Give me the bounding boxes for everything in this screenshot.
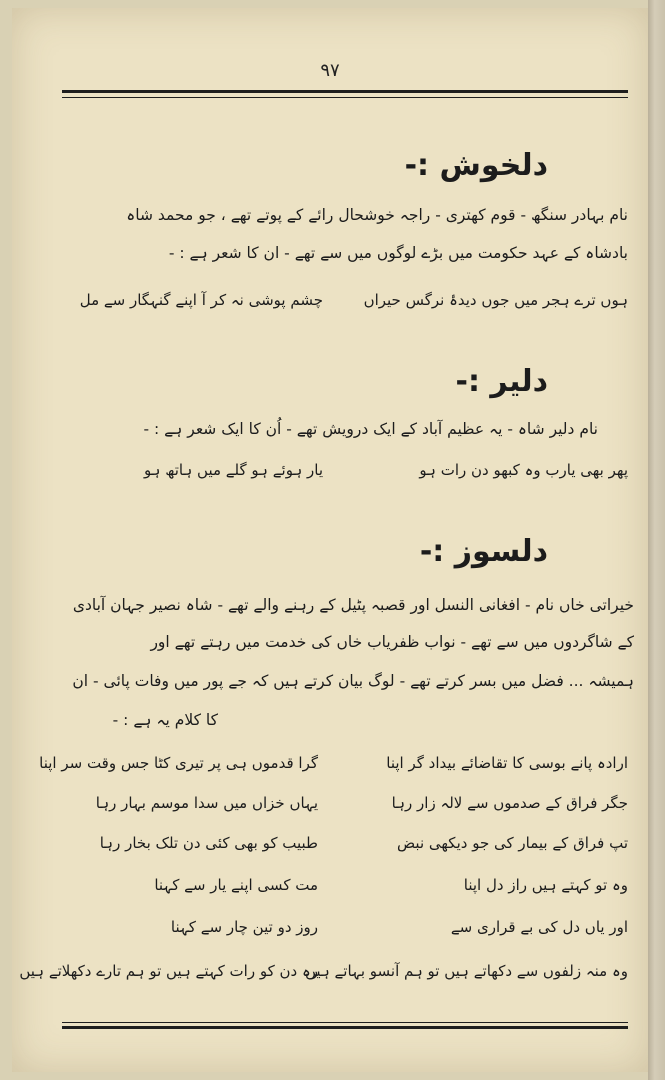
top-rule-thin xyxy=(62,97,628,98)
bottom-rule-thick xyxy=(62,1026,628,1029)
verse-left-hemistich: طبیب کو بھی کئی دن تلک بخار رہا xyxy=(99,834,318,852)
top-rule-thick xyxy=(62,90,628,93)
paragraph-line: بادشاہ کے عہد حکومت میں بڑے لوگوں میں سے تھے - ان کا شعر ہے : - xyxy=(168,244,628,262)
verse-right-hemistich: اور یاں دل کی بے قراری سے xyxy=(450,918,628,936)
paragraph-line: نام بہادر سنگھ - قوم کھتری - راجہ خوشحال رائے کے پوتے تھے ، جو محمد شاہ xyxy=(126,206,628,224)
verse-left-hemistich: مت کسی اپنے یار سے کہنا xyxy=(154,876,318,894)
verse-left-hemistich: روز دو تین چار سے کہنا xyxy=(170,918,318,936)
book-page xyxy=(12,8,648,1072)
verse-right-hemistich: ارادہ پانے بوسی کا تقاضائے بیداد گر اپنا xyxy=(386,754,628,772)
paragraph-line: خیراتی خاں نام - افغانی النسل اور قصبہ پٹیل کے رہنے والے تھے - شاہ نصیر جہان آبادی xyxy=(72,596,634,614)
verse-left-hemistich: چشم پوشی نہ کر آ اپنے گنہگار سے مل xyxy=(79,291,323,309)
heading-dilair: دلیر :- xyxy=(455,364,548,399)
verse-right-hemistich: جگر فراق کے صدموں سے لالہ زار رہا xyxy=(391,794,628,812)
verse-left-hemistich: گرا قدموں ہی پر تیری کٹا جس وقت سر اپنا xyxy=(39,754,318,772)
paragraph-line: کا کلام یہ ہے : - xyxy=(112,711,218,729)
page-edge xyxy=(648,0,665,1080)
paragraph-line: کے شاگردوں میں سے تھے - نواب ظفریاب خاں کی خدمت میں رہتے تھے اور xyxy=(150,633,634,651)
page-number: ۹۷ xyxy=(320,60,340,81)
verse-right-hemistich: وہ تو کہتے ہیں راز دل اپنا xyxy=(463,876,628,894)
heading-dilsoz: دلسوز :- xyxy=(419,534,548,569)
verse-left-hemistich: یہاں خزاں میں سدا موسم بہار رہا xyxy=(95,794,318,812)
verse-left-hemistich: یار ہوئے ہو گلے میں ہاتھ ہو xyxy=(143,461,323,479)
verse-right-hemistich: ہوں ترے ہجر میں جوں دیدۂ نرگس حیراں xyxy=(363,291,628,309)
verse-right-hemistich: تپ فراق کے بیمار کی جو دیکھی نبض xyxy=(397,834,628,852)
heading-dilkhush: دلخوش :- xyxy=(404,148,548,183)
paragraph-line: ہمیشہ ... فضل میں بسر کرتے تھے - لوگ بیان کرتے ہیں کہ جے پور میں وفات پائی - ان xyxy=(72,672,634,690)
paragraph-line: نام دلیر شاہ - یہ عظیم آباد کے ایک درویش تھے - اُن کا ایک شعر ہے : - xyxy=(143,420,598,438)
verse-right-hemistich: وہ منہ زلفوں سے دکھاتے ہیں تو ہم آنسو بہاتے ہیں xyxy=(305,962,628,980)
verse-right-hemistich: پھر بھی یارب وہ کبھو دن رات ہو xyxy=(419,461,628,479)
verse-left-hemistich: رہ دن کو رات کہتے ہیں تو ہم تارے دکھلاتے ہیں xyxy=(19,962,318,980)
bottom-rule-thin xyxy=(62,1022,628,1023)
